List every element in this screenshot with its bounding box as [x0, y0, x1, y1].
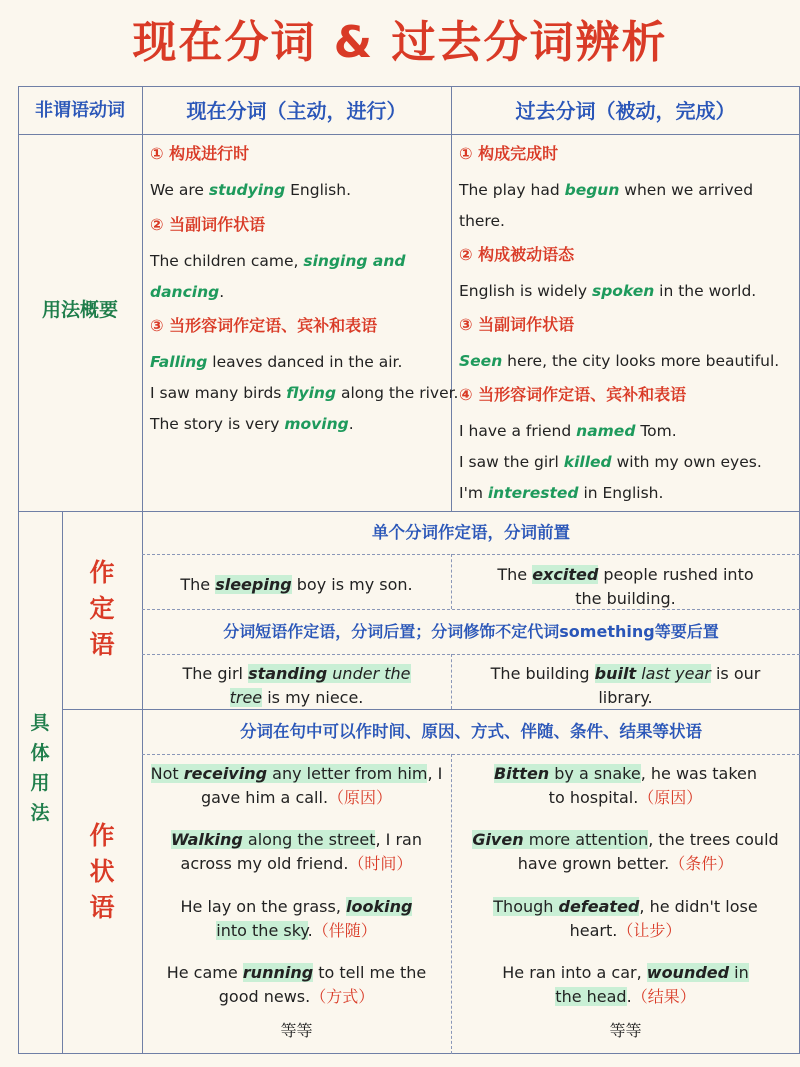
dash-1 — [142, 554, 800, 555]
usage-summary-label: 用法概要 — [41, 299, 118, 321]
adverbial-label: 作 状 语 — [89, 821, 115, 922]
past-ex1: The play had begun when we arrived — [459, 181, 754, 199]
present-usage — [150, 138, 459, 440]
present-h3: ③ 当形容词作定语、宾补和表语 — [150, 316, 378, 335]
header-present-participle: 现在分词（主动，进行） — [186, 99, 407, 123]
adv-example-manner-present: He came running to tell me the good news.（方式） — [166, 963, 427, 1006]
dash-3 — [142, 654, 800, 655]
past-h3: ③ 当副词作状语 — [459, 315, 575, 334]
past-ex3: Seen here, the city looks more beautiful. — [459, 352, 780, 370]
past-ex1-cont: there. — [459, 212, 505, 230]
etc-right: 等等 — [609, 1021, 642, 1040]
attr-example-single-present: The sleeping boy is my son. — [180, 575, 413, 594]
section-divider — [18, 511, 800, 512]
attributive-label: 作 定 语 — [89, 558, 115, 659]
past-ex4b: I saw the girl killed with my own eyes. — [459, 453, 762, 471]
adv-example-condition-past: Given more attention, the trees could have grown better.（条件） — [472, 830, 779, 873]
adv-example-result-past: He ran into a car, wounded in the head.（结果） — [502, 963, 749, 1006]
present-ex1: We are studying English. — [150, 181, 352, 199]
col0-divider-top — [142, 86, 143, 511]
present-h2: ② 当副词作状语 — [150, 215, 266, 234]
adv-example-reason-past: Bitten by a snake, he was taken to hospital.（原因） — [493, 764, 758, 807]
present-ex3c: The story is very moving. — [150, 415, 354, 433]
present-ex3a: Falling leaves danced in the air. — [150, 353, 403, 371]
attr-example-phrase-past: The building built last year is our library. — [490, 664, 761, 707]
adv-example-reason-present: Not receiving any letter from him, I gave him a call.（原因） — [150, 764, 443, 807]
past-h2: ② 构成被动语态 — [459, 245, 575, 264]
header-nonfinite: 非谓语动词 — [35, 100, 125, 121]
etc-left: 等等 — [280, 1021, 313, 1040]
present-h1: ① 构成进行时 — [150, 144, 250, 163]
adv-example-time-present: Walking along the street, I ran across my old friend.（时间） — [171, 830, 422, 873]
attr-example-single-past: The excited people rushed into the building. — [497, 565, 754, 608]
past-usage — [459, 138, 799, 509]
attr-rule-2: 分词短语作定语，分词后置；分词修饰不定代词something等要后置 — [223, 622, 719, 641]
col1-divider-top — [451, 86, 452, 511]
adv-example-accompany-present: He lay on the grass, looking into the sky.（伴随） — [180, 897, 413, 940]
adv-example-concession-past: Though defeated, he didn't lose heart.（让步） — [493, 897, 758, 940]
header-divider — [18, 134, 800, 135]
attr-rule-1: 单个分词作定语，分词前置 — [372, 523, 570, 542]
page-title: 现在分词 & 过去分词辨析 — [132, 17, 668, 68]
past-ex2: English is widely spoken in the world. — [459, 282, 757, 300]
adv-rule: 分词在句中可以作时间、原因、方式、伴随、条件、结果等状语 — [240, 722, 702, 741]
present-ex2: The children came, singing and — [150, 252, 406, 270]
header-past-participle: 过去分词（被动，完成） — [515, 99, 736, 123]
past-h1: ① 构成完成时 — [459, 144, 559, 163]
past-h4: ④ 当形容词作定语、宾补和表语 — [459, 385, 687, 404]
present-ex2-cont: dancing. — [150, 283, 225, 301]
present-ex3b: I saw many birds flying along the river. — [150, 384, 459, 402]
attr-example-phrase-present: The girl standing under the tree is my niece. — [182, 664, 411, 707]
past-ex4c: I'm interested in English. — [459, 484, 664, 502]
past-ex4a: I have a friend named Tom. — [459, 422, 677, 440]
specific-usage-label: 具 体 用 法 — [30, 712, 50, 824]
dash-4 — [142, 754, 800, 755]
